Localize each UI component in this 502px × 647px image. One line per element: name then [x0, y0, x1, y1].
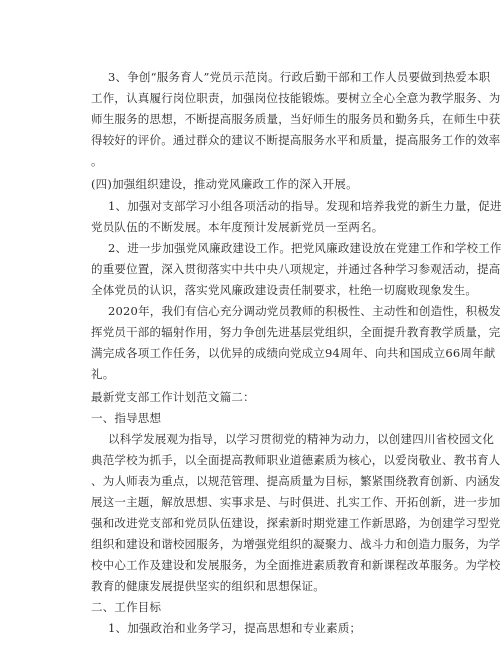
paragraph-line: 1、加强政治和业务学习，提高思想和专业素质；: [108, 621, 362, 635]
paragraph-line: 2、进一步加强党风廉政建设工作。把党风廉政建设放在党建工作和学校工作: [108, 241, 502, 255]
paragraph-line: 2020年，我们有信心充分调动党员教师的积极性、主动性和创造性，积极发: [108, 304, 501, 318]
paragraph-line: 的重要位置，深入贯彻落实中共中央八项规定，并通过各种学习参观活动，提高: [91, 262, 501, 276]
paragraph-line: 党员队伍的不断发展。本年度预计发展新党员一至两名。: [91, 220, 384, 234]
paragraph-line: 礼。: [91, 367, 115, 381]
paragraph-line: 全体党员的认识，落实党风廉政建设责任制要求，杜绝一切腐败现象发生。: [91, 283, 478, 297]
paragraph-line: 校中心工作及建设和发展服务，为全面推进素质教育和新课程改革服务。为学校: [91, 558, 501, 572]
paragraph-line: 1、加强对支部学习小组各项活动的指导。发现和培养我党的新生力量，促进: [108, 199, 502, 213]
article-title: 最新党支部工作计划范文篇二：: [91, 390, 255, 404]
paragraph-line: 组织和建设和谐校园服务，为增强党组织的凝聚力、战斗力和创造力服务，为学: [91, 537, 501, 551]
section-heading: (四)加强组织建设，推动党风廉政工作的深入开展。: [91, 177, 358, 191]
section-heading: 二、工作目标: [91, 600, 162, 614]
paragraph-line: 满完成各项工作任务，以优异的成绩向党成立94周年、向共和国成立66周年献: [91, 346, 496, 360]
paragraph-line: 师生服务的思想，不断提高服务质量，当好师生的服务员和勤务兵，在师生中获: [91, 112, 501, 126]
paragraph-line: 挥党员干部的辐射作用，努力争创先进基层党组织，全面提升教育教学质量，完: [91, 325, 501, 339]
paragraph-line: 教育的健康发展提供坚实的组织和思想保证。: [91, 579, 325, 593]
section-heading: 一、指导思想: [91, 411, 162, 425]
paragraph-line: 强和改进党支部和党员队伍建设，探索新时期党建工作新思路，为创建学习型党: [91, 516, 501, 530]
paragraph-line: 工作，认真履行岗位职责，加强岗位技能锻炼。要树立全心全意为教学服务、为: [91, 91, 501, 105]
paragraph-line: 展这一主题，解放思想、实事求是、与时俱进、扎实工作、开拓创新，进一步加: [91, 495, 501, 509]
paragraph-line: 得较好的评价。通过群众的建议不断提高服务水平和质量，提高服务工作的效率: [91, 133, 501, 147]
paragraph-line: 典范学校为抓手，以全面提高教师职业道德素质为核心，以爱岗敬业、教书育人: [91, 453, 501, 467]
paragraph-line: 3、争创“服务育人”党员示范岗。行政后勤干部和工作人员要做到热爱本职: [108, 70, 491, 84]
paragraph-line: 以科学发展观为指导，以学习贯彻党的精神为动力，以创建四川省校园文化: [108, 432, 495, 446]
paragraph-line: 。: [91, 154, 103, 168]
paragraph-line: 、为人师表为重点，以规范管理、提高质量为目标，繁紧围绕教育创新、内涵发: [91, 474, 501, 488]
